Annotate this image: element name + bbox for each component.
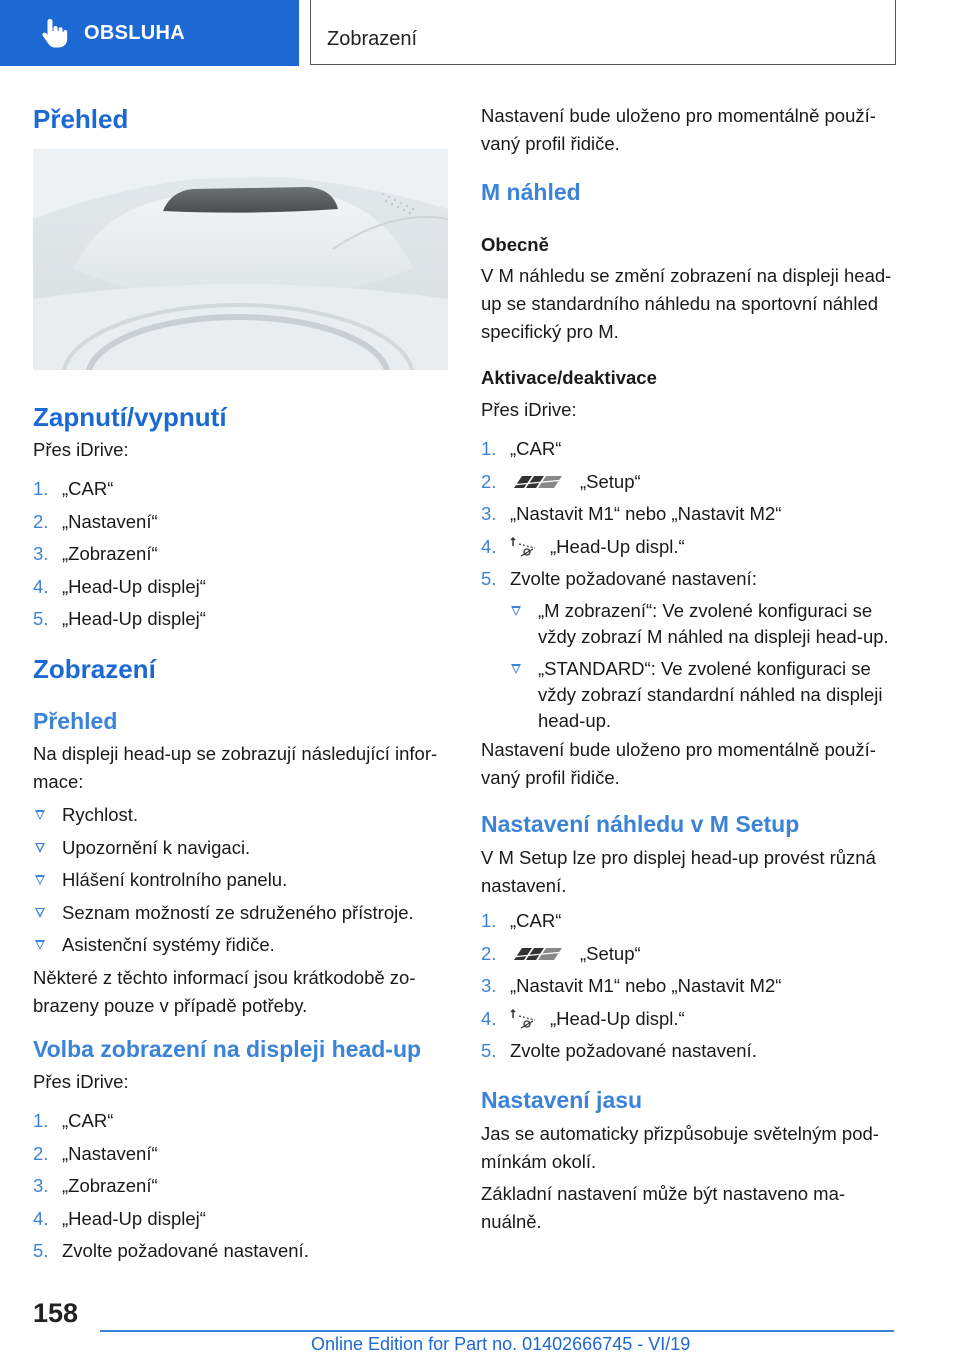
saved-note: Nastavení bude uloženo pro momentálně použí-vaný profil řidiče.	[481, 739, 876, 788]
select-heading: Volba zobrazení na displeji head-up	[33, 1036, 422, 1062]
dashboard-image	[33, 149, 448, 370]
onoff-intro: Přes iDrive:	[33, 439, 129, 460]
bullet-triangle-icon	[35, 908, 45, 918]
brightness-heading: Nastavení jasu	[481, 1087, 643, 1113]
head-up-display-icon	[510, 1008, 540, 1030]
m-setup-icon	[510, 946, 566, 962]
bullet-triangle-icon	[35, 810, 45, 820]
bullet-triangle-icon	[35, 940, 45, 950]
bullet-triangle-icon	[511, 664, 521, 674]
activation-intro: Přes iDrive:	[481, 399, 577, 420]
general-text: V M náhledu se změní zobrazení na displeji head-up se standardního náhledu na sportovní náhled specifický pro M.	[481, 265, 892, 342]
msetup-heading: Nastavení náhledu v M Setup	[481, 811, 800, 837]
msetup-text: V M Setup lze pro displej head-up provést různá nastavení.	[481, 847, 876, 896]
display-note: Některé z těchto informací jsou krátkodobě zo-brazeny pouze v případě potřeby.	[33, 967, 416, 1016]
brightness-text-1: Jas se automaticky přizpůsobuje světelným pod-mínkám okolí.	[481, 1123, 879, 1172]
section-title: OBSLUHA	[84, 21, 185, 44]
overview-heading: Přehled	[33, 104, 129, 134]
chapter-box	[310, 0, 896, 65]
general-heading: Obecně	[481, 234, 549, 255]
brightness-text-2: Základní nastavení může být nastaveno ma-nuálně.	[481, 1183, 846, 1232]
head-up-display-icon	[510, 536, 540, 558]
head-up-display-photo	[33, 149, 448, 370]
m-setup-icon	[510, 474, 566, 490]
bullet-triangle-icon	[35, 875, 45, 885]
page-number: 158	[33, 1298, 79, 1328]
mview-heading: M náhled	[481, 179, 581, 205]
bullet-triangle-icon	[511, 606, 521, 616]
section-tab	[0, 0, 299, 66]
hand-pointer-icon	[36, 15, 72, 51]
footer-divider	[100, 1330, 894, 1332]
mview-options	[509, 598, 899, 740]
display-overview-text: Na displeji head-up se zobrazují následující infor-mace:	[33, 743, 438, 792]
bullet-triangle-icon	[35, 843, 45, 853]
activation-heading: Aktivace/deaktivace	[481, 367, 657, 388]
display-heading: Zobrazení	[33, 654, 156, 684]
edition-note: Online Edition for Part no. 01402666745 - VI/19	[311, 1334, 691, 1354]
list-item: „STANDARD“: Ve zvolené konfiguraci se vždy zobrazí standardní náhled na displeji head-up.	[509, 656, 899, 734]
chapter-title: Zobrazení	[327, 28, 418, 50]
display-overview-heading: Přehled	[33, 708, 118, 734]
list-item: „M zobrazení“: Ve zvolené konfiguraci se vždy zobrazí M náhled na displeji head-up.	[509, 598, 899, 650]
saved-note-top: Nastavení bude uloženo pro momentálně použí-vaný profil řidiče.	[481, 105, 876, 154]
select-intro: Přes iDrive:	[33, 1071, 129, 1092]
onoff-heading: Zapnutí/vypnutí	[33, 402, 227, 432]
